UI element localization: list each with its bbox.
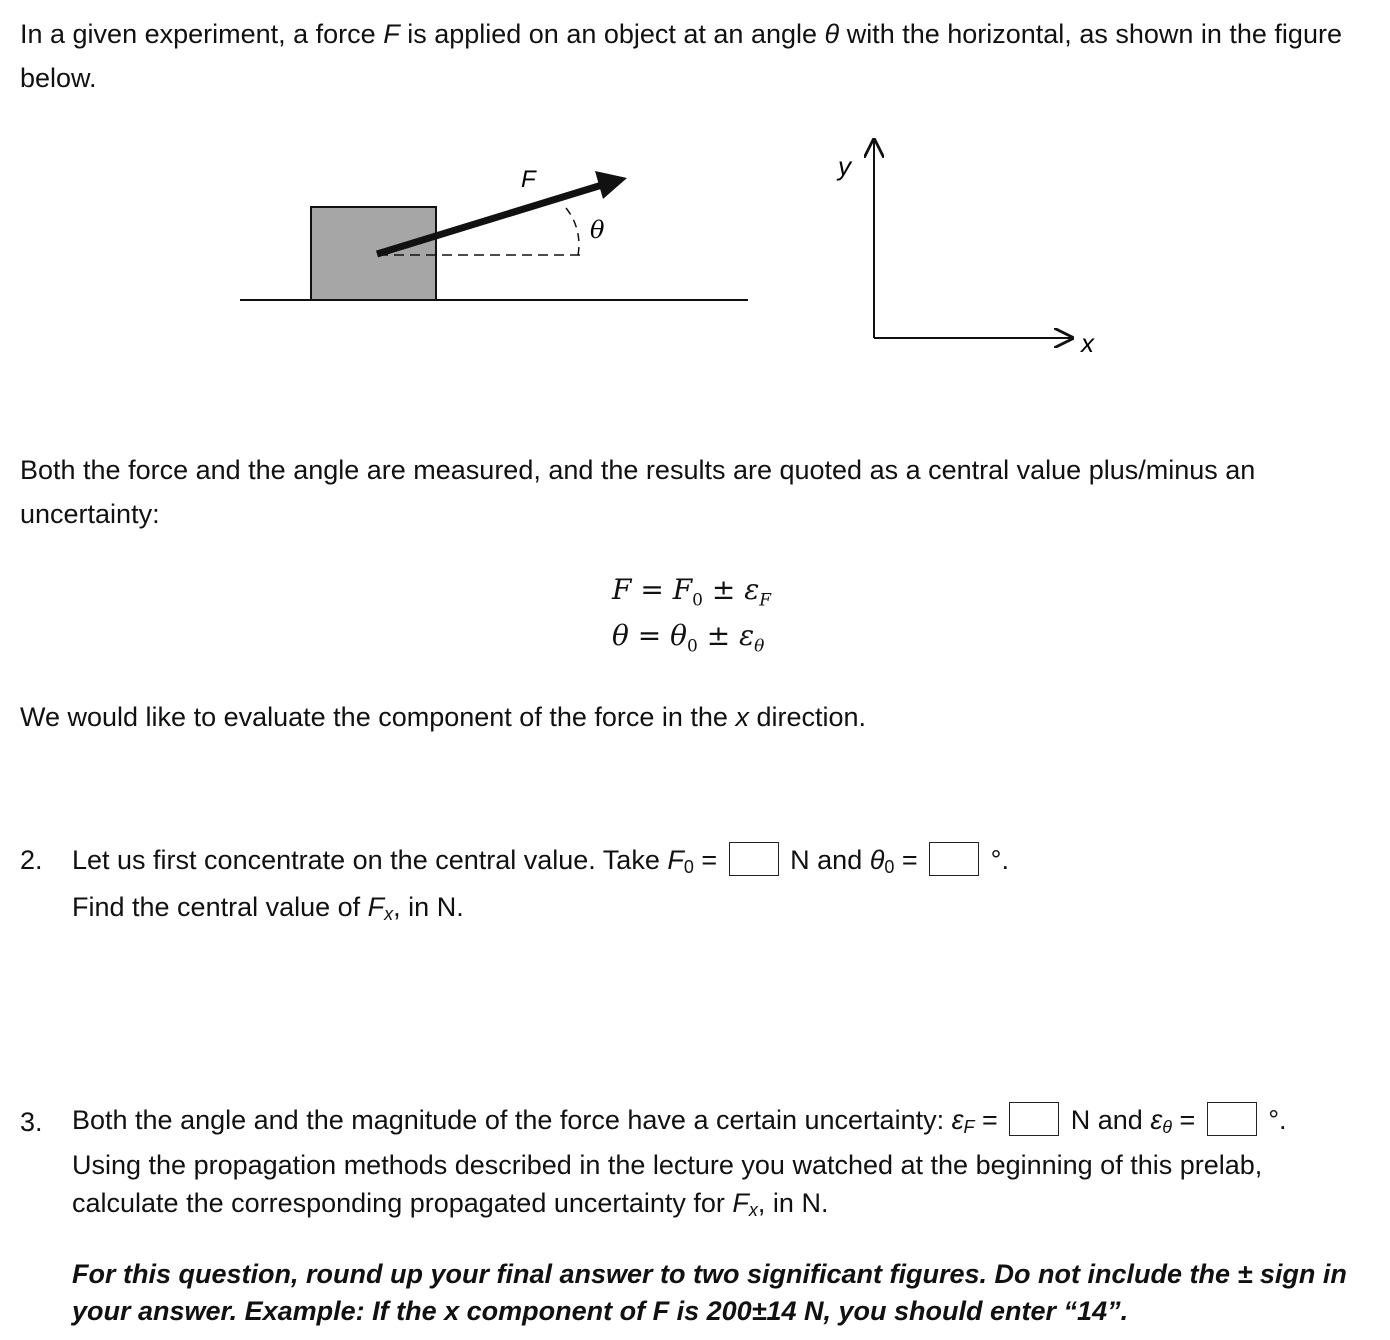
equation-force: $F = F_0 \pm \varepsilon_F$ bbox=[612, 573, 772, 611]
x-axis-label: x bbox=[1081, 328, 1094, 358]
block bbox=[311, 207, 436, 300]
question-3-line-1: Both the angle and the magnitude of the force have a certain uncertainty: $\varepsilon_F = N$ and $\varepsilon_\theta$ = °. bbox=[72, 1101, 1372, 1146]
force-diagram bbox=[0, 120, 1390, 380]
question-2-line-2: Find the central value of $F_x$, in N. bbox=[72, 892, 464, 924]
question-3-number: 3. bbox=[20, 1107, 43, 1137]
equation-angle: $\theta = \theta_0 \pm \varepsilon_\theta$ bbox=[612, 619, 765, 657]
intro-paragraph: In a given experiment, a force F is applied on an object at an angle θ with the horizontal, as shown in the figure below. bbox=[20, 19, 1342, 93]
force-arrow-head bbox=[595, 171, 627, 199]
question-2-line-1: Let us first concentrate on the central value. Take $F_0 = N$ and $\theta_0$ = °. bbox=[72, 840, 1372, 887]
angle-label: θ bbox=[590, 216, 605, 244]
angle-arc bbox=[566, 208, 579, 255]
goal-paragraph: We would like to evaluate the component of the force in the x direction. bbox=[20, 702, 866, 732]
measured-paragraph: Both the force and the angle are measured, and the results are quoted as a central value plus/minus an uncertainty: bbox=[20, 455, 1256, 529]
question-3 bbox=[72, 1101, 1372, 1229]
eps-theta-value-box[interactable] bbox=[1207, 1102, 1257, 1136]
eps-f-value-box[interactable] bbox=[1009, 1102, 1059, 1136]
force-label: F bbox=[521, 166, 536, 193]
question-2-number: 2. bbox=[20, 845, 43, 875]
rounding-instruction-note: For this question, round up your final answer to two significant figures. Do not include the ± sign in your answer. Example: If the x component of F is 200±14 N, you should enter “14”. bbox=[72, 1259, 1347, 1326]
f0-value-box[interactable] bbox=[729, 842, 779, 876]
question-2 bbox=[72, 840, 1372, 934]
theta0-value-box[interactable] bbox=[929, 842, 979, 876]
y-axis-label: y bbox=[838, 151, 851, 181]
question-3-line-2: Using the propagation methods described in the lecture you watched at the beginning of this prelab, calculate the corresponding propagated uncertainty for $F_x$, in N. bbox=[72, 1150, 1263, 1220]
